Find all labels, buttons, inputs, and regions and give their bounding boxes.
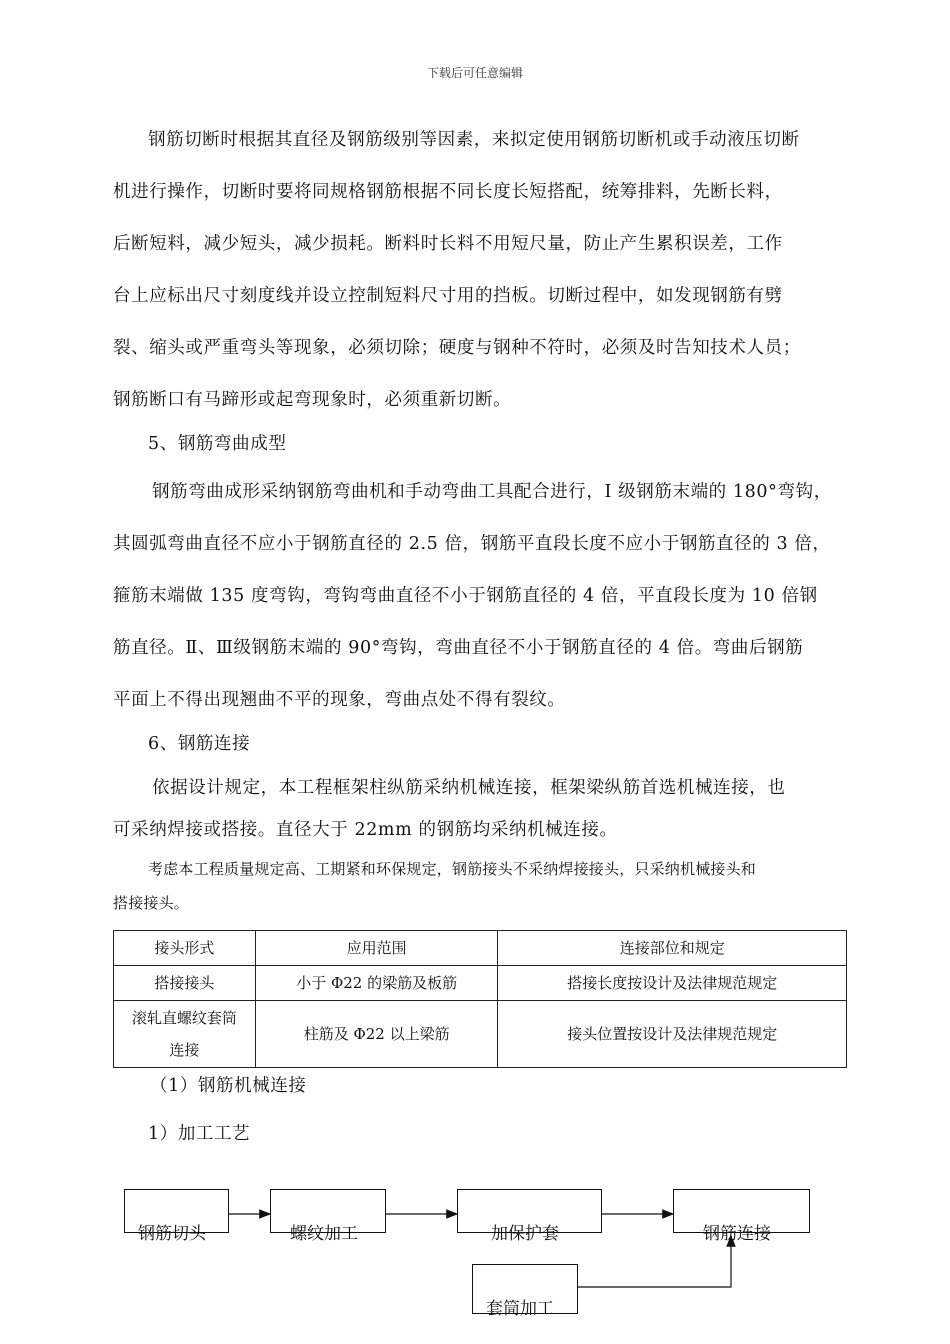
subheading: 1）加工工艺 <box>148 1124 251 1144</box>
paragraph-line: 钢筋切断时根据其直径及钢筋级别等因素，来拟定使用钢筋切断机或手动液压切断 <box>148 130 800 150</box>
paragraph-line: 考虑本工程质量规定高、工期紧和环保规定，钢筋接头不采纳焊接接头，只采纳机械接头和 <box>148 860 757 878</box>
paragraph-line: 依据设计规定，本工程框架柱纵筋采纳机械连接，框架梁纵筋首选机械连接，也 <box>152 778 786 798</box>
section-heading: 5、钢筋弯曲成型 <box>148 434 287 454</box>
paragraph-line: 机进行操作，切断时要将同规格钢筋根据不同长度长短搭配，统筹排料，先断长料， <box>113 182 783 202</box>
page-header: 下载后可任意编辑 <box>426 66 523 80</box>
table-header-cell: 连接部位和规定 <box>498 931 847 966</box>
subheading: （1）钢筋机械连接 <box>150 1076 307 1096</box>
table-cell: 接头位置按设计及法律规范规定 <box>498 1001 847 1068</box>
table-cell: 小于 Φ22 的梁筋及板筋 <box>255 966 498 1001</box>
paragraph-line: 钢筋弯曲成形采纳钢筋弯曲机和手动弯曲工具配合进行，I 级钢筋末端的 180°弯钩， <box>152 482 832 502</box>
paragraph-line: 搭接接头。 <box>113 894 190 912</box>
table-cell: 搭接长度按设计及法律规范规定 <box>498 966 847 1001</box>
paragraph-line: 平面上不得出现翘曲不平的现象，弯曲点处不得有裂纹。 <box>113 690 566 710</box>
table-cell: 滚轧直螺纹套筒 连接 <box>114 1001 256 1068</box>
flow-step-label: 螺纹加工 <box>290 1224 358 1244</box>
joint-table <box>113 930 847 1068</box>
flow-step-label: 加保护套 <box>491 1224 559 1244</box>
table-header-cell: 应用范围 <box>255 931 498 966</box>
paragraph-line: 箍筋末端做 135 度弯钩，弯钩弯曲直径不小于钢筋直径的 4 倍，平直段长度为 10 倍钢 <box>113 586 818 606</box>
flow-step-label: 钢筋切头 <box>138 1224 206 1244</box>
paragraph-line: 台上应标出尺寸刻度线并设立控制短料尺寸用的挡板。切断过程中，如发现钢筋有劈 <box>113 286 783 306</box>
table-cell: 搭接接头 <box>114 966 256 1001</box>
table-row <box>114 1001 847 1068</box>
paragraph-line: 后断短料，减少短头，减少损耗。断料时长料不用短尺量，防止产生累积误差，工作 <box>113 234 783 254</box>
flow-step-label: 钢筋连接 <box>703 1224 771 1244</box>
section-heading: 6、钢筋连接 <box>148 734 251 754</box>
table-cell: 柱筋及 Φ22 以上梁筋 <box>255 1001 498 1068</box>
flow-side-label: 套筒加工 <box>486 1299 554 1319</box>
paragraph-line: 筋直径。Ⅱ、Ⅲ级钢筋末端的 90°弯钩，弯曲直径不小于钢筋直径的 4 倍。弯曲后钢筋 <box>113 638 804 658</box>
paragraph-line: 钢筋断口有马蹄形或起弯现象时，必须重新切断。 <box>113 390 512 410</box>
paragraph-line: 可采纳焊接或搭接。直径大于 22mm 的钢筋均采纳机械连接。 <box>113 820 618 840</box>
table-header-cell: 接头形式 <box>114 931 256 966</box>
table-header-row <box>114 931 847 966</box>
paragraph-line: 其圆弧弯曲直径不应小于钢筋直径的 2.5 倍，钢筋平直段长度不应小于钢筋直径的 3 倍， <box>113 534 831 554</box>
table-row <box>114 966 847 1001</box>
paragraph-line: 裂、缩头或严重弯头等现象，必须切除；硬度与钢种不符时，必须及时告知技术人员； <box>113 338 801 358</box>
